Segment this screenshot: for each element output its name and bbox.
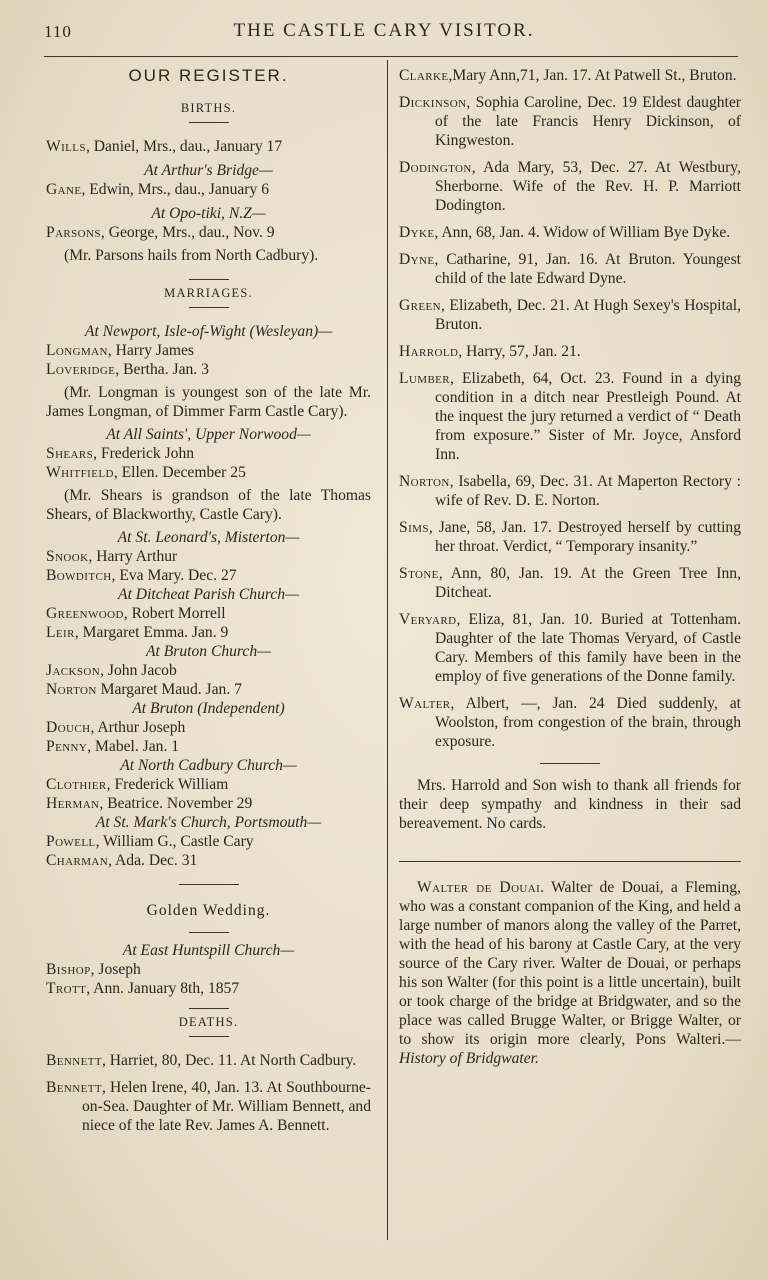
marriage-group <box>46 813 371 870</box>
births-heading: BIRTHS. <box>180 101 237 115</box>
death-entry: Clarke,Mary Ann,71, Jan. 17. At Patwell St., Bruton. <box>399 67 737 84</box>
death-entry: Dyke, Ann, 68, Jan. 4. Widow of William Bye Dyke. <box>399 224 731 241</box>
running-head <box>0 18 768 48</box>
marriage-group <box>46 642 371 699</box>
golden-wedding-line: Trott, Ann. January 8th, 1857 <box>46 980 240 997</box>
marriage-group <box>46 322 371 421</box>
marriage-group <box>46 699 371 756</box>
birth-note: (Mr. Parsons hails from North Cadbury). <box>64 247 319 264</box>
marriage-venue: At St. Leonard's, Misterton— <box>117 529 300 546</box>
births-rule <box>189 122 229 123</box>
golden-wedding-heading: Golden Wedding. <box>146 902 271 919</box>
page-number: 110 <box>44 22 72 41</box>
marriage-venue: At St. Mark's Church, Portsmouth— <box>95 814 322 831</box>
marriages-rule-top <box>189 279 229 280</box>
death-entry: Dickinson, Sophia Caroline, Dec. 19 Eldest daughter of the late Francis Henry Dickinson, of Kingweston. <box>399 94 741 149</box>
deaths-heading: DEATHS. <box>178 1015 239 1029</box>
death-entry: Walter, Albert, —, Jan. 24 Died suddenly, at Woolston, from congestion of the brain, through exposure. <box>399 695 741 750</box>
birth-venue: At Arthur's Bridge— <box>144 162 273 179</box>
marriage-line: Powell, William G., Castle Cary <box>46 833 254 850</box>
marriage-venue: At Ditcheat Parish Church— <box>118 586 299 603</box>
marriage-line: Penny, Mabel. Jan. 1 <box>46 738 180 755</box>
marriage-line: Greenwood, Robert Morrell <box>46 605 226 622</box>
marriage-venue: At All Saints', Upper Norwood— <box>106 426 311 443</box>
marriage-line: Leir, Margaret Emma. Jan. 9 <box>46 624 229 641</box>
death-entry: Sims, Jane, 58, Jan. 17. Destroyed herself by cutting her throat. Verdict, “ Temporary insanity.” <box>399 519 741 555</box>
douai-source: History of Bridgwater. <box>399 1049 539 1067</box>
golden-wedding-line: Bishop, Joseph <box>46 961 141 978</box>
birth-line: Parsons, George, Mrs., dau., Nov. 9 <box>46 224 275 241</box>
marriage-line: Douch, Arthur Joseph <box>46 719 186 736</box>
marriage-line: Norton Margaret Maud. Jan. 7 <box>46 681 242 698</box>
death-entry: Veryard, Eliza, 81, Jan. 10. Buried at Tottenham. Daughter of the late Thomas Veryard, of Castle Cary. Members of this family have been in the employ of five generations of the Donne family. <box>399 611 741 685</box>
marriage-line: Shears, Frederick John <box>46 445 195 462</box>
death-entry: Harrold, Harry, 57, Jan. 21. <box>399 343 581 360</box>
marriage-venue: At Bruton (Independent) <box>132 700 285 717</box>
golden-wedding-rule <box>179 884 239 885</box>
death-entry: Bennett, Harriet, 80, Dec. 11. At North Cadbury. <box>46 1052 357 1069</box>
douai-paragraph: Walter de Douai. Walter de Douai, a Fleming, who was a constant companion of the King, and held a large number of manors along the valley of the Parret, with the head of his barony at Castle Cary, at the very source of the Cary river. Walter de Douai, or perhaps his son Walter (for this point is a little uncertain), built or took charge of the bridge at Bridgwater, and so the place was called Brugge Walter, or Brigge Walter, or to show its origin more clearly, Pons Walteri.—History of Bridgwater. <box>399 878 741 1067</box>
marriage-note: (Mr. Shears is grandson of the late Thomas Shears, of Blackworthy, Castle Cary). <box>46 487 371 523</box>
birth-line: Wills, Daniel, Mrs., dau., January 17 <box>46 138 283 155</box>
thanks-notice: Mrs. Harrold and Son wish to thank all friends for their deep sympathy and kindness in their sad bereavement. No cards. <box>399 777 741 832</box>
marriage-line: Clothier, Frederick William <box>46 776 229 793</box>
golden-wedding-group <box>46 941 371 998</box>
marriage-venue: At Newport, Isle-of-Wight (Wesleyan)— <box>84 323 333 340</box>
marriages-heading: MARRIAGES. <box>164 286 253 300</box>
right-column <box>399 62 741 1083</box>
marriage-note: (Mr. Longman is youngest son of the late Mr. James Longman, of Dimmer Farm Castle Cary). <box>46 384 371 420</box>
death-entry: Dyne, Catharine, 91, Jan. 16. At Bruton. Youngest child of the late Edward Dyne. <box>399 251 741 287</box>
journal-title: THE CASTLE CARY VISITOR. <box>233 20 535 41</box>
marriages-rule <box>189 307 229 308</box>
marriage-line: Bowditch, Eva Mary. Dec. 27 <box>46 567 237 584</box>
golden-wedding-rule-under <box>189 932 229 933</box>
death-entry: Bennett, Helen Irene, 40, Jan. 13. At Southbourne-on-Sea. Daughter of Mr. William Bennett, and niece of the late Rev. James A. Bennett. <box>46 1079 371 1134</box>
marriage-line: Whitfield, Ellen. December 25 <box>46 464 246 481</box>
birth-line: Gane, Edwin, Mrs., dau., January 6 <box>46 181 269 198</box>
death-entry: Green, Elizabeth, Dec. 21. At Hugh Sexey's Hospital, Bruton. <box>399 297 741 333</box>
deaths-rule <box>189 1036 229 1037</box>
marriage-line: Loveridge, Bertha. Jan. 3 <box>46 361 209 378</box>
birth-venue: At Opo-tiki, N.Z— <box>151 205 266 222</box>
column-divider <box>387 60 388 1240</box>
left-column <box>46 62 371 1143</box>
marriage-venue: At North Cadbury Church— <box>120 757 297 774</box>
births-list <box>46 137 371 265</box>
death-entry: Lumber, Elizabeth, 64, Oct. 23. Found in a dying condition in a ditch near Prestleigh Pound. At the inquest the jury returned a verdict of “ Death from exposure.” Sister of Mr. Joyce, Ansford Inn. <box>399 370 741 463</box>
register-title: OUR REGISTER. <box>128 66 289 85</box>
golden-wedding-venue: At East Huntspill Church— <box>122 942 295 959</box>
marriage-line: Snook, Harry Arthur <box>46 548 178 565</box>
marriage-line: Jackson, John Jacob <box>46 662 177 679</box>
header-rule <box>44 56 738 57</box>
death-entry: Stone, Ann, 80, Jan. 19. At the Green Tree Inn, Ditcheat. <box>399 565 741 601</box>
notice-rule <box>540 763 600 764</box>
marriage-line: Charman, Ada. Dec. 31 <box>46 852 198 869</box>
marriage-group <box>46 528 371 585</box>
marriage-group <box>46 756 371 813</box>
marriage-venue: At Bruton Church— <box>145 643 272 660</box>
marriage-line: Herman, Beatrice. November 29 <box>46 795 253 812</box>
marriage-group <box>46 425 371 524</box>
death-entry: Norton, Isabella, 69, Dec. 31. At Maperton Rectory : wife of Rev. D. E. Norton. <box>399 473 741 509</box>
marriage-group <box>46 585 371 642</box>
death-entry: Dodington, Ada Mary, 53, Dec. 27. At Westbury, Sherborne. Wife of the Rev. H. P. Marriott Dodington. <box>399 159 741 214</box>
deaths-rule-top <box>189 1008 229 1009</box>
douai-rule <box>399 861 741 862</box>
marriage-line: Longman, Harry James <box>46 342 194 359</box>
